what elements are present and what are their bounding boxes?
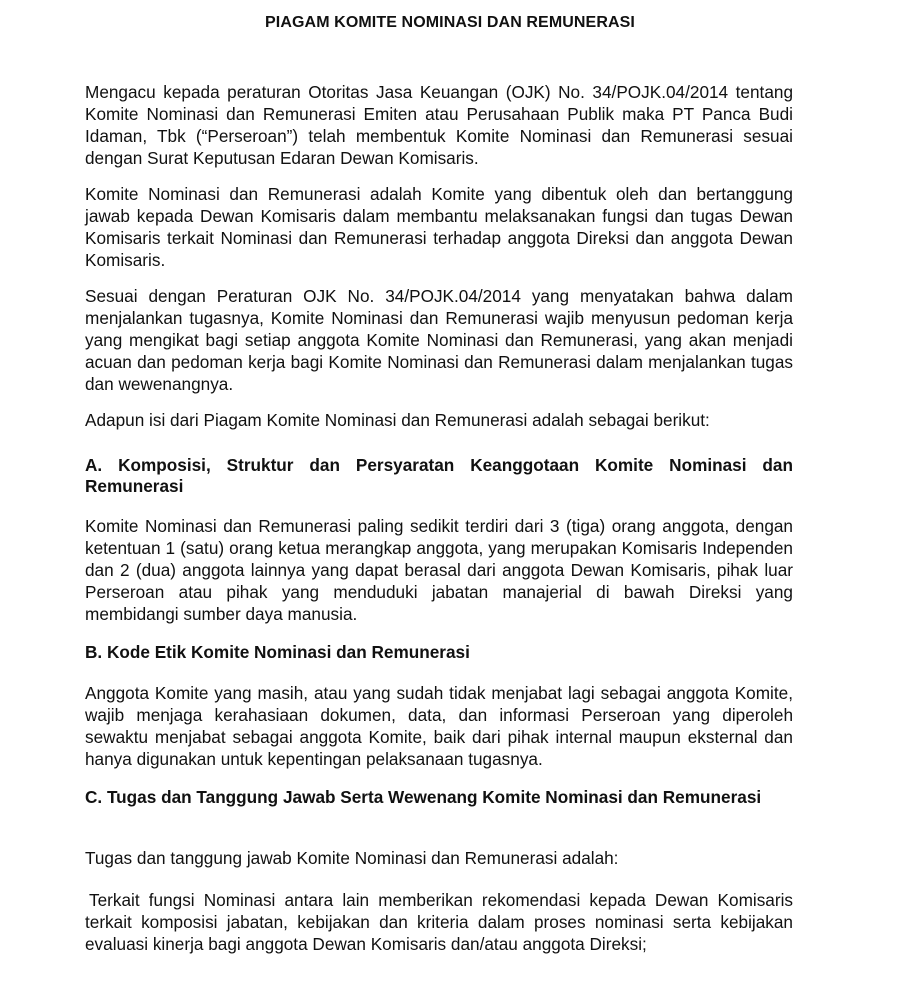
section-c-paragraph-2: Terkait fungsi Nominasi antara lain memberikan rekomendasi kepada Dewan Komisaris terkait komposisi jabatan, kebijakan dan kriteria dalam proses nominasi serta kebijakan evaluasi kinerja bagi anggota Dewan Komisaris dan/atau anggota Direksi; — [85, 890, 793, 954]
section-a-heading: A. Komposisi, Struktur dan Persyaratan Keanggotaan Komite Nominasi dan Remunerasi — [85, 455, 793, 496]
intro-paragraph-1: Mengacu kepada peraturan Otoritas Jasa Keuangan (OJK) No. 34/POJK.04/2014 tentang Komite Nominasi dan Remunerasi Emiten atau Perusahaan Publik maka PT Panca Budi Idaman, Tbk (“Perseroan”) telah membentuk Komite Nominasi dan Remunerasi sesuai dengan Surat Keputusan Edaran Dewan Komisaris. — [85, 82, 793, 168]
section-c-heading: C. Tugas dan Tanggung Jawab Serta Wewenang Komite Nominasi dan Remunerasi — [85, 787, 762, 807]
intro-paragraph-4: Adapun isi dari Piagam Komite Nominasi dan Remunerasi adalah sebagai berikut: — [85, 410, 710, 430]
section-b-heading: B. Kode Etik Komite Nominasi dan Remunerasi — [85, 642, 470, 662]
section-b-paragraph: Anggota Komite yang masih, atau yang sudah tidak menjabat lagi sebagai anggota Komite, wajib menjaga kerahasiaan dokumen, data, dan informasi Perseroan yang diperoleh sewaktu menjabat sebagai anggota Komite, baik dari pihak internal maupun eksternal dan hanya digunakan untuk kepentingan pelaksanaan tugasnya. — [85, 683, 793, 769]
section-a-paragraph: Komite Nominasi dan Remunerasi paling sedikit terdiri dari 3 (tiga) orang anggota, dengan ketentuan 1 (satu) orang ketua merangkap anggota, yang merupakan Komisaris Independen dan 2 (dua) anggota lainnya yang dapat berasal dari anggota Dewan Komisaris, pihak luar Perseroan atau pihak yang menduduki jabatan manajerial di bawah Direksi yang membidangi sumber daya manusia. — [85, 516, 793, 624]
intro-paragraph-3: Sesuai dengan Peraturan OJK No. 34/POJK.04/2014 yang menyatakan bahwa dalam menjalankan tugasnya, Komite Nominasi dan Remunerasi wajib menyusun pedoman kerja yang mengikat bagi setiap anggota Komite Nominasi dan Remunerasi, yang akan menjadi acuan dan pedoman kerja bagi Komite Nominasi dan Remunerasi dalam menjalankan tugas dan wewenangnya. — [85, 286, 793, 394]
intro-paragraph-2: Komite Nominasi dan Remunerasi adalah Komite yang dibentuk oleh dan bertanggung jawab kepada Dewan Komisaris dalam membantu melaksanakan fungsi dan tugas Dewan Komisaris terkait Nominasi dan Remunerasi terhadap anggota Direksi dan anggota Dewan Komisaris. — [85, 184, 793, 270]
section-c-paragraph-1: Tugas dan tanggung jawab Komite Nominasi dan Remunerasi adalah: — [85, 848, 619, 868]
document-title: PIAGAM KOMITE NOMINASI DAN REMUNERASI — [265, 14, 635, 31]
